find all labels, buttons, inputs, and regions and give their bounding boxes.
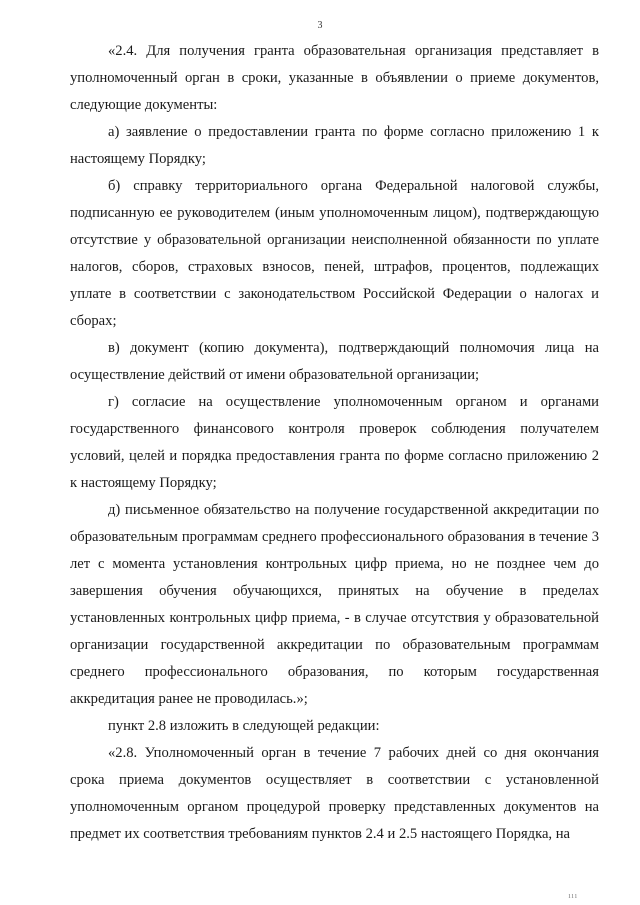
paragraph-item-a: а) заявление о предоставлении гранта по форме согласно приложению 1 к настоящему Порядку;	[70, 124, 599, 167]
paragraph-2-8: «2.8. Уполномоченный орган в течение 7 рабочих дней со дня окончания срока приема документов осуществляет в соответствии с установленной уполномоченным органом процедурой проверку представленных документов на предмет их соответствия требованиям пунктов 2.4 и 2.5 настоящего Порядка, на	[70, 745, 599, 842]
paragraph-item-g: г) согласие на осуществление уполномоченным органом и органами государственного финансового контроля проверок соблюдения получателем условий, целей и порядка предоставления гранта по форме согласно приложению 2 к настоящему Порядку;	[70, 394, 599, 491]
paragraph-2-4-intro: «2.4. Для получения гранта образовательная организация представляет в уполномоченный орган в сроки, указанные в объявлении о приеме документов, следующие документы:	[70, 43, 599, 113]
paragraph-item-b: б) справку территориального органа Федеральной налоговой службы, подписанную ее руководителем (иным уполномоченным лицом), подтверждающую отсутствие у образовательной организации неисполненной обязанности по уплате налогов, сборов, страховых взносов, пеней, штрафов, процентов, подлежащих уплате в соответствии с законодательством Российской Федерации о налогах и сборах;	[70, 178, 599, 329]
page-number: 3	[317, 20, 323, 31]
paragraph-item-d: д) письменное обязательство на получение государственной аккредитации по образовательным программам среднего профессионального образования в течение 3 лет с момента установления контрольных цифр приема, но не позднее чем до завершения обучения обучающихся, принятых на обучение в пределах установленных контрольных цифр приема, - в случае отсутствия у образовательной организации государственной аккредитации по образовательным программам среднего профессионального образования, по которым государственная аккредитация ранее не проводилась.»;	[70, 502, 599, 707]
document-body	[70, 38, 599, 848]
paragraph-item-v: в) документ (копию документа), подтверждающий полномочия лица на осуществление действий от имени образовательной организации;	[70, 340, 599, 383]
paragraph-amend-2-8: пункт 2.8 изложить в следующей редакции:	[108, 718, 380, 734]
corner-mark: ııı	[568, 891, 578, 900]
